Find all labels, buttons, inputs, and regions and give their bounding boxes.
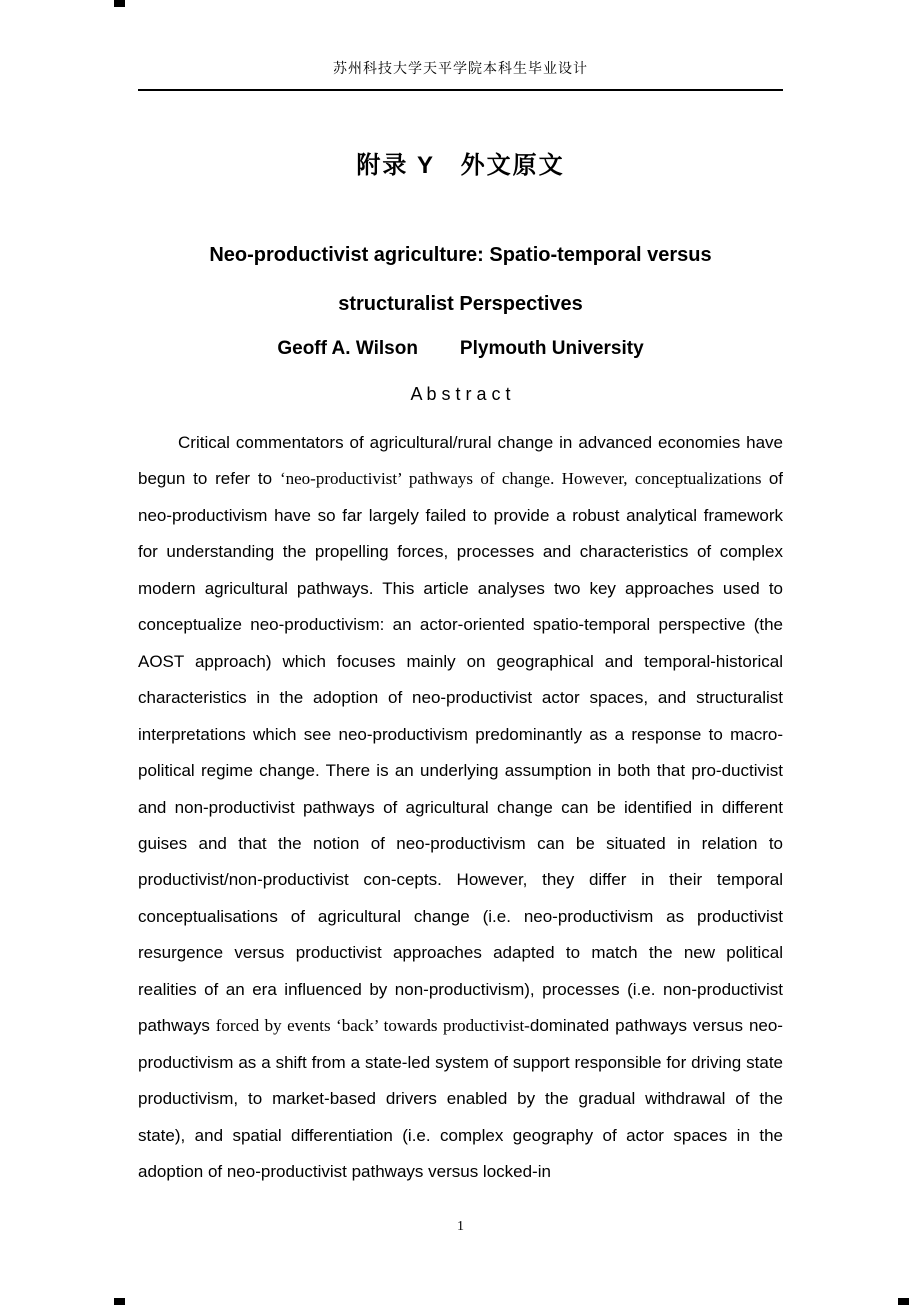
abstract-segment-1: Critical commentators of agricultural/rural change in advanced economies have begun to refer to [138,433,783,489]
appendix-title: 附录 Y 外文原文 [356,152,565,179]
header-divider [138,89,783,91]
abstract-segment-4: forced by events ‘back’ towards productivist- [215,1016,530,1036]
abstract-segment-5: dominated pathways versus neo-productivism as a shift from a state-led system of support responsible for driving state productivism, to market-based drivers enabled by the gradual withdrawal of the state), and spatial differentiation (i.e. complex geography of actor spaces in the adoption of neo-productivist pathways versus locked-in [138,1016,783,1182]
paper-title [138,231,783,329]
header-title: 苏州科技大学天平学院本科生毕业设计 [333,62,588,77]
author-line [138,337,783,361]
corner-mark-bottom-right [898,1298,909,1305]
paper-title-line-2: structuralist Perspectives [338,293,583,315]
page-number: 1 [457,1219,464,1234]
abstract-paragraph [138,425,783,1191]
abstract-segment-3: of neo-productivism have so far largely failed to provide a robust analytical framework for understanding the propelling forces, processes and characteristics of complex modern agricultural pathways. This article analyses two key approaches used to conceptualize neo-productivism: an actor-oriented spatio-temporal perspective (the AOST approach) which focuses mainly on geographical and temporal-historical characteristics in the adoption of neo-productivist actor spaces, and structuralist interpretations which see neo-productivism predominantly as a response to macro-political regime change. There is an underlying assumption in both that pro-ductivist and non-productivist pathways of agricultural change can be identified in different guises and that the notion of neo-productivism can be situated in relation to productivist/non-productivist con-cepts. However, they differ in their temporal conceptualisations of agricultural change (i.e. neo-productivism as productivist resurgence versus productivist approaches adapted to match the new political realities of an era influenced by non-productivism), processes (i.e. non-productivist pathways [138,469,783,1036]
author-name: Geoff A. Wilson [277,338,418,359]
abstract-segment-2: ‘neo-productivist’ pathways of change. However, conceptualizations [279,469,769,489]
page-header [138,58,783,91]
paper-title-line-1: Neo-productivist agriculture: Spatio-temporal versus [209,244,712,266]
corner-mark-top-left [114,0,125,7]
corner-mark-bottom-left [114,1298,125,1305]
abstract-heading: A b s t r a c t [410,384,511,404]
author-affiliation: Plymouth University [459,338,644,359]
